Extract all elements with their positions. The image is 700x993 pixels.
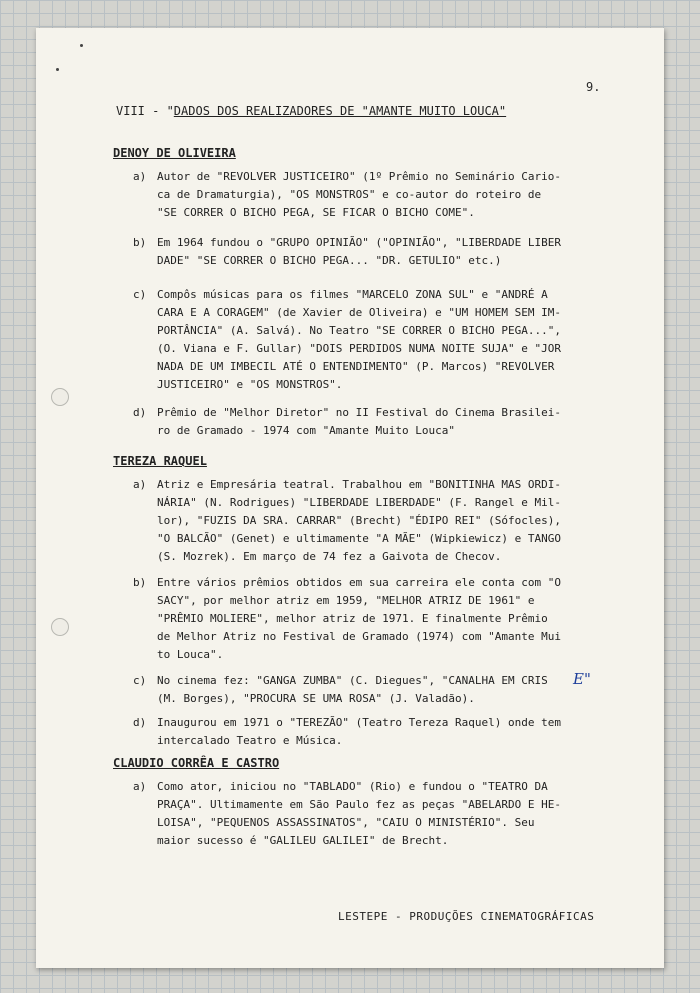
item-label: c) xyxy=(133,288,147,301)
punch-hole-bottom xyxy=(51,618,69,636)
list-item xyxy=(133,168,603,222)
section-title-tereza: TEREZA RAQUEL xyxy=(113,454,207,468)
list-item xyxy=(133,672,603,708)
list-item xyxy=(133,714,603,750)
section-title-denoy: DENOY DE OLIVEIRA xyxy=(113,146,236,160)
document-page xyxy=(36,28,664,968)
item-label: c) xyxy=(133,674,147,687)
item-label: b) xyxy=(133,576,147,589)
heading-prefix: VIII - " xyxy=(116,104,174,118)
item-text: No cinema fez: "GANGA ZUMBA" (C. Diegues", "CANALHA EM CRIS (M. Borges), "PROCURA SE UMA ROSA" (J. Valadão). xyxy=(157,674,548,705)
item-label: a) xyxy=(133,780,147,793)
item-text: Compôs músicas para os filmes "MARCELO ZONA SUL" e "ANDRÉ A CARA E A CORAGEM" (de Xavier de Oliveira) e "UM HOMEM SEM IM- PORTÂNCIA" (A. Salvá). No Teatro "SE CORRER O BICHO PEGA...", (O. Viana e F. Gullar) "DOIS PERDIDOS NUMA NOITE SUJA" e "JOR NADA DE UM IMBECIL ATÉ O ENTENDIMENTO" (P. Marcos) "REVOLVER JUSTICEIRO" e "OS MONSTROS". xyxy=(157,288,561,391)
item-label: d) xyxy=(133,406,147,419)
item-label: b) xyxy=(133,236,147,249)
item-label: d) xyxy=(133,716,147,729)
page-number: 9. xyxy=(586,80,601,94)
footer-company: LESTEPE - PRODUÇÕES CINEMATOGRÁFICAS xyxy=(338,910,595,923)
item-text: Prêmio de "Melhor Diretor" no II Festival do Cinema Brasilei- ro de Gramado - 1974 com "Amante Muito Louca" xyxy=(157,406,561,437)
list-item xyxy=(133,404,603,440)
item-label: a) xyxy=(133,170,147,183)
item-label: a) xyxy=(133,478,147,491)
list-item xyxy=(133,476,603,566)
punch-hole-top xyxy=(51,388,69,406)
list-item xyxy=(133,234,603,270)
section-title-claudio: CLAUDIO CORRÊA E CASTRO xyxy=(113,756,280,770)
list-item xyxy=(133,574,603,664)
ink-speck xyxy=(80,44,83,47)
page-heading xyxy=(116,104,636,118)
item-text: Como ator, iniciou no "TABLADO" (Rio) e fundou o "TEATRO DA PRAÇA". Ultimamente em São Paulo fez as peças "ABELARDO E HE- LOISA", "PEQUENOS ASSASSINATOS", "CAIU O MINISTÉRIO". Seu maior sucesso é "GALILEU GALILEI" de Brecht. xyxy=(157,780,561,847)
item-text: Entre vários prêmios obtidos em sua carreira ele conta com "O SACY", por melhor atriz em 1959, "MELHOR ATRIZ DE 1961" e "PRÊMIO MOLIERE", melhor atriz de 1971. E finalmente Prêmio de Melhor Atriz no Festival de Gramado (1974) com "Amante Mui to Louca". xyxy=(157,576,561,661)
ink-speck xyxy=(56,68,59,71)
list-item xyxy=(133,778,603,850)
heading-title: DADOS DOS REALIZADORES DE "AMANTE MUITO LOUCA" xyxy=(173,104,507,118)
item-text: Autor de "REVOLVER JUSTICEIRO" (1º Prêmio no Seminário Cario- ca de Dramaturgia), "OS MONSTROS" e co-autor do roteiro de "SE CORRER O BICHO PEGA, SE FICAR O BICHO COME". xyxy=(157,170,561,219)
item-text: Atriz e Empresária teatral. Trabalhou em "BONITINHA MAS ORDI- NÁRIA" (N. Rodrigues) "LIBERDADE LIBERDADE" (F. Rangel e Mil- lor), "FUZIS DA SRA. CARRAR" (Brecht) "ÉDIPO REI" (Sófocles), "O BALCÃO" (Genet) e ultimamente "A MÃE" (Wipkiewicz) e TANGO (S. Mozrek). Em março de 74 fez a Gaivota de Checov. xyxy=(157,478,561,563)
item-text: Em 1964 fundou o "GRUPO OPINIÃO" ("OPINIÃO", "LIBERDADE LIBER DADE" "SE CORRER O BICHO PEGA... "DR. GETULIO" etc.) xyxy=(157,236,561,267)
list-item xyxy=(133,286,603,394)
item-text: Inaugurou em 1971 o "TEREZÃO" (Teatro Tereza Raquel) onde tem intercalado Teatro e Música. xyxy=(157,716,561,747)
handwritten-annotation: E" xyxy=(573,670,591,688)
